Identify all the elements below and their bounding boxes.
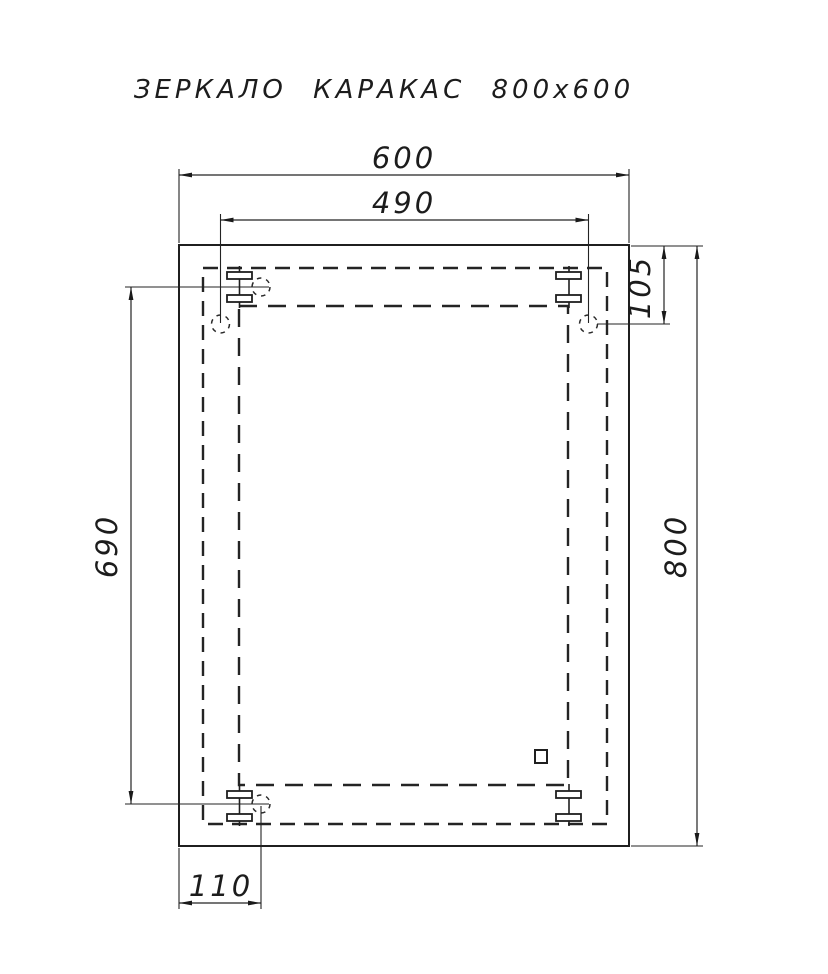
dim-top-holes-span-label: 490 [371, 186, 437, 220]
dim-height-label: 800 [659, 513, 693, 579]
dim-arrow-up [695, 246, 700, 259]
dim-arrow-left [221, 218, 234, 223]
inner-zone-dashed-outline [239, 306, 568, 785]
dim-width-label: 600 [371, 141, 437, 175]
mounting-bracket-bottom-left [227, 784, 252, 826]
mounting-bracket-top-right [556, 266, 581, 308]
mounting-clip [556, 295, 581, 302]
dim-arrow-down [662, 311, 667, 324]
mounting-clip [556, 272, 581, 279]
touch-sensor-square [535, 750, 547, 763]
mounting-clip [227, 791, 252, 798]
mounting-clip [227, 295, 252, 302]
dim-side-holes-offset-label: 110 [188, 869, 254, 903]
dim-arrow-left [179, 173, 192, 178]
frame-zone-dashed-outline [203, 268, 607, 824]
mounting-bracket-bottom-right [556, 784, 581, 826]
dim-hole-offset-top-label: 105 [623, 254, 657, 320]
mounting-clip [556, 814, 581, 821]
dim-arrow-right [576, 218, 589, 223]
dim-arrow-down [695, 833, 700, 846]
mounting-clip [227, 814, 252, 821]
dim-arrow-down [129, 791, 134, 804]
dim-arrow-right [616, 173, 629, 178]
mirror-outline [179, 245, 629, 846]
mounting-clip [227, 272, 252, 279]
dim-arrow-up [129, 287, 134, 300]
dimension-top-holes-490 [221, 186, 589, 323]
mounting-clip [556, 791, 581, 798]
dim-side-holes-span-label: 690 [90, 513, 124, 579]
dimension-height-800 [631, 246, 703, 846]
drawing-title: ЗЕРКАЛО КАРАКАС 800x600 [133, 75, 635, 105]
dim-arrow-up [662, 246, 667, 259]
